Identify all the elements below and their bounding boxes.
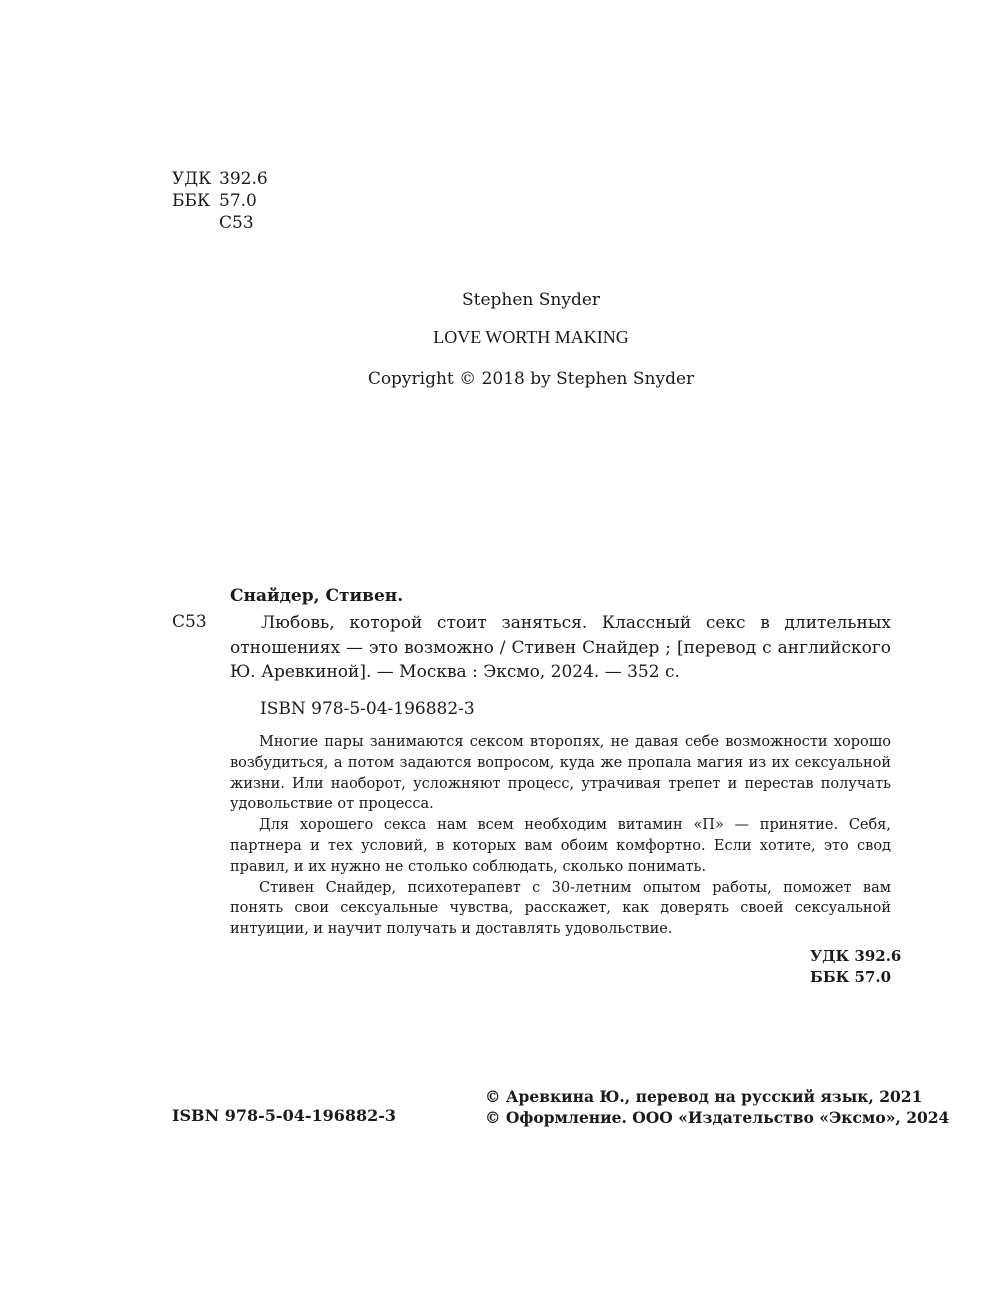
bbk-value: 57.0 [219, 191, 257, 211]
classification-block [172, 168, 268, 234]
catalog-description: Любовь, которой стоит заняться. Классный секс в длительных отношениях — это возможно / Стивен Снайдер ; [перевод с английского Ю. Аревкиной]. — Москва : Эксмо, 2024. — 352 с. [230, 613, 891, 682]
catalog-isbn: ISBN 978-5-04-196882-3 [260, 699, 475, 719]
index-codes [810, 946, 901, 988]
catalog-author-mark: С53 [172, 612, 207, 632]
design-copyright: © Оформление. ООО «Издательство «Эксмо», 2024 [485, 1108, 950, 1127]
author-mark: С53 [219, 213, 254, 233]
bbk-row [172, 190, 268, 212]
original-copyright: Copyright © 2018 by Stephen Snyder [367, 369, 695, 389]
index-udk: УДК 392.6 [810, 947, 902, 965]
original-title: LOVE WORTH MAKING [433, 327, 629, 347]
author-mark-row [172, 212, 268, 234]
annotation [230, 732, 891, 940]
catalog-author-heading: Снайдер, Стивен. [230, 586, 404, 606]
footer-copyrights [485, 1086, 950, 1128]
annotation-paragraph: Многие пары занимаются сексом второпях, не давая себе возможности хорошо возбудиться, а потом задаются вопросом, куда же пропала магия из их сексуальной жизни. Или наоборот, усложняют процесс, утрачивая трепет и перестав получать удовольствие от процесса. [230, 734, 891, 813]
udk-value: 392.6 [219, 169, 268, 189]
bbk-label: ББК [172, 191, 211, 211]
footer-isbn: ISBN 978-5-04-196882-3 [172, 1106, 397, 1125]
original-author: Stephen Snyder [461, 290, 601, 310]
author-mark-spacer [172, 212, 219, 234]
udk-row [172, 168, 268, 190]
annotation-paragraph: Стивен Снайдер, психотерапевт с 30-летним опытом работы, поможет вам понять свои сексуальные чувства, расскажет, как доверять своей сексуальной интуиции, и научит получать и доставлять удовольствие. [230, 879, 891, 938]
translation-copyright: © Аревкина Ю., перевод на русский язык, 2021 [485, 1087, 923, 1106]
annotation-paragraph: Для хорошего секса нам всем необходим витамин «П» — принятие. Себя, партнера и тех условий, в которых вам обоим комфортно. Если хотите, это свод правил, и их нужно не столько соблюдать, сколько понимать. [230, 817, 891, 875]
udk-label: УДК [172, 169, 212, 189]
index-bbk: ББК 57.0 [810, 968, 892, 986]
